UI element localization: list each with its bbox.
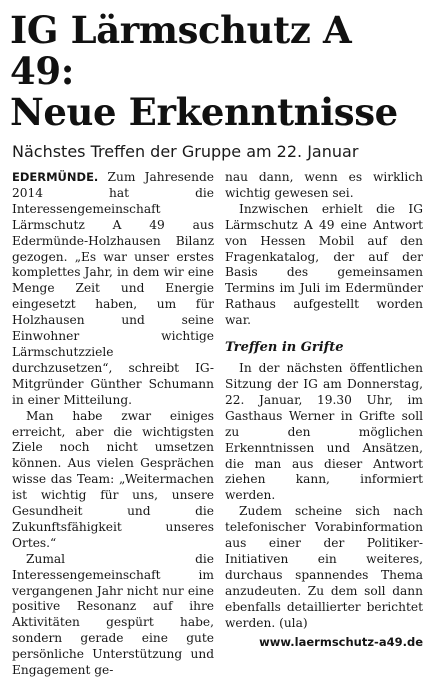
paragraph: Man habe zwar einiges erreicht, aber die wichtigsten Ziele noch nicht umsetzen können. Aus vielen Gesprächen wisse das Team: „Weitermachen ist wichtig für uns, unsere Gesundheit und die Zukunftsfähigkeit unseres Ortes.“ bbox=[12, 408, 214, 550]
column-left bbox=[12, 170, 214, 679]
paragraph-text: Zum Jahresende 2014 hat die Interessengemeinschaft Lärmschutz A 49 aus Edermünde-Holzhausen Bilanz gezogen. „Es war unser erstes komplettes Jahr, in dem wir eine Menge Zeit und Energie eingesetzt haben, um für Holzhausen und seine Einwohner wichtige Lärmschutzziele durchzusetzen“, schreibt IG-Mitgründer Günther Schumann in einer Mitteilung. bbox=[12, 170, 215, 407]
headline-line-1: IG Lärmschutz A 49: bbox=[10, 8, 352, 93]
paragraph: Zudem scheine sich nach telefonischer Vorabinformation aus einer der Politiker-Initiativen ein weiteres, durchaus spannendes Thema anzudeuten. Zu dem soll dann ebenfalls detaillierter berichtet werden. (ula) bbox=[225, 504, 423, 630]
paragraph: Inzwischen erhielt die IG Lärmschutz A 49 eine Antwort von Hessen Mobil auf den Fragenkatalog, der auf der Basis des gemeinsamen Termins im Juli im Edermünder Rathaus aufgestellt worden war. bbox=[225, 201, 423, 328]
subheadline: Nächstes Treffen der Gruppe am 22. Januar bbox=[12, 142, 359, 161]
headline bbox=[10, 10, 423, 133]
article-columns bbox=[10, 170, 423, 679]
column-right bbox=[225, 170, 423, 679]
website-url: www.laermschutz-a49.de bbox=[259, 635, 423, 650]
paragraph: Zumal die Interessengemeinschaft im vergangenen Jahr nicht nur eine positive Resonanz auf ihre Aktivitäten gespürt habe, sondern gerade eine gute persönliche Unterstützung und Engagement ge- bbox=[12, 551, 214, 678]
dateline: EDERMÜNDE. bbox=[12, 170, 99, 184]
paragraph: In der nächsten öffentlichen Sitzung der IG am Donnerstag, 22. Januar, 19.30 Uhr, im Gasthaus Werner in Grifte soll zu den möglichen Erkenntnissen und Ansätzen, die man aus dieser Antwort ziehen kann, informiert werden. bbox=[225, 361, 423, 503]
headline-line-2: Neue Erkenntnisse bbox=[10, 90, 398, 134]
paragraph-lead bbox=[12, 170, 214, 409]
paragraph-continued: nau dann, wenn es wirklich wichtig gewesen sei. bbox=[225, 170, 423, 200]
crosshead: Treffen in Grifte bbox=[225, 340, 344, 356]
